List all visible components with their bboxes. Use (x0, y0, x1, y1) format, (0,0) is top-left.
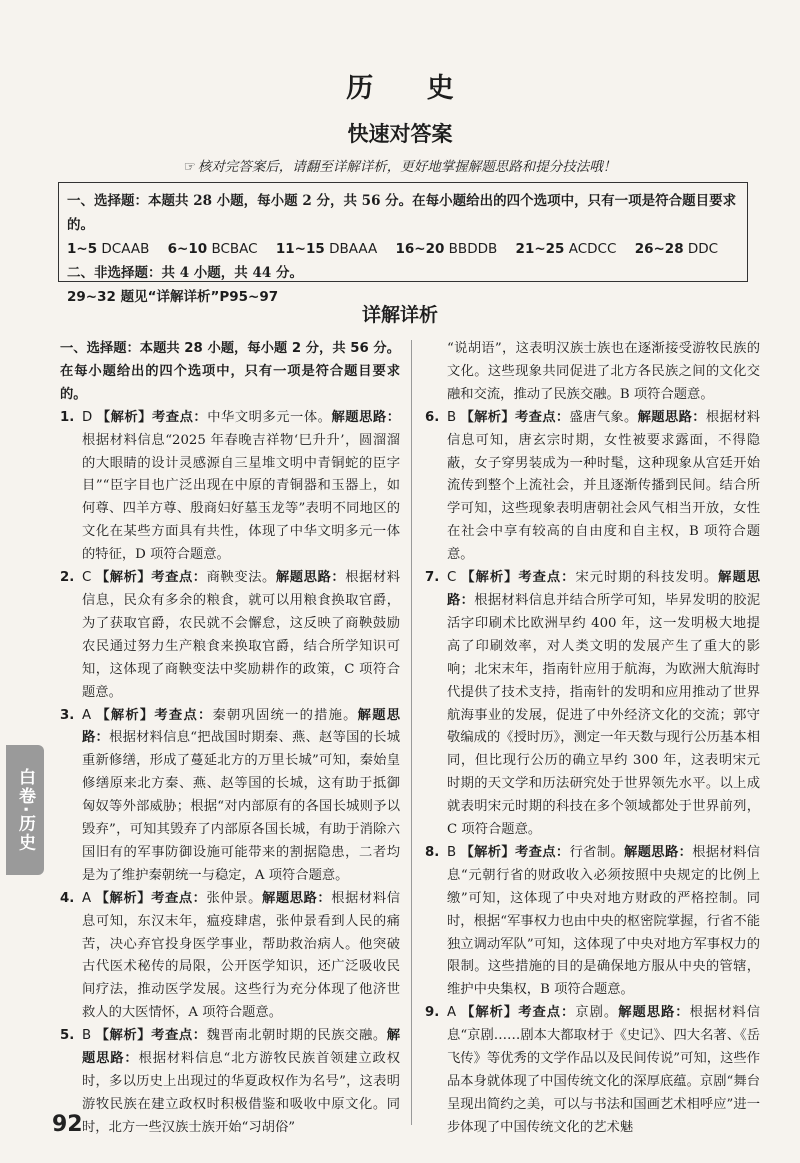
answer-key: 26~28 DDC (634, 241, 719, 257)
answer-letter: B (447, 844, 457, 860)
answer-letter: B (82, 1028, 92, 1044)
page-subtitle: 快速对答案 (347, 121, 453, 146)
right-column (425, 338, 760, 1140)
answer-letter: D (82, 409, 93, 425)
page-title: 历 史 (346, 73, 476, 104)
answer-line-1: 一、选择题：本题共 28 小题，每小题 2 分，共 56 分。在每小题给出的四个选项中，只有一项是符合题目要求的。 (67, 193, 737, 233)
answer-letter: A (82, 707, 92, 723)
explanation-item: 5. B 【解析】考查点：魏晋南北朝时期的民族交融。解题思路：根据材料信息“北方游牧民族首领建立政权时，多以历史上出现过的华夏政权作为名号”，这表明游牧民族在建立政权时积极借鉴和吸收中原文化。同时，北方一些汉族士族开始“习胡俗” (60, 1025, 400, 1140)
explanation-item: 2. C 【解析】考查点：商鞅变法。解题思路：根据材料信息，民众有多余的粮食，就可以用粮食换取官爵，为了获取官爵，农民就不会懈怠，这反映了商鞅鼓励农民通过努力生产粮食来换取官爵，结合所学知识可知，这体现了商鞅变法中奖励耕作的政策，C 项符合题意。 (60, 567, 400, 704)
side-tab-label: 白卷·历史 (6, 745, 44, 875)
answer-line-4: 29~32 题见“详解详析”P95~97 (67, 289, 279, 305)
answer-key: 1~5 DCAAB (67, 241, 150, 257)
explanation-item: 3. A 【解析】考查点：秦朝巩固统一的措施。解题思路：根据材料信息“把战国时期秦、燕、赵等国的长城重新修缮，形成了蔓延北方的万里长城”可知，秦始皇修缮原来北方秦、燕、赵等国的长城，这有助于抵御匈奴等外部威胁；根据“对内部原有的各国长城则予以毁弃”，可知其毁弃了内部原各国长城，有助于消除六国旧有的军事防御设施可能带来的割据隐患，二者均是为了维护秦朝统一与稳定，A 项符合题意。 (60, 705, 400, 888)
explanation-item: 1. D 【解析】考查点：中华文明多元一体。解题思路：根据材料信息“2025 年春晚吉祥物‘巳升升’，圆溜溜的大眼睛的设计灵感源自三星堆文明中青铜蛇的臣字目”“臣字目也广泛出现在中原的青铜器和玉器上，如何尊、四羊方尊、殷商妇好墓玉龙等”表明不同地区的文化在某些方面具有共性，体现了中华文明多元一体的特征，D 项符合题意。 (60, 407, 400, 567)
answer-key: 21~25 ACDCC (515, 241, 617, 257)
item-number: 3. (60, 707, 75, 723)
item-number: 6. (425, 409, 440, 425)
tip-text: 核对完答案后，请翻至详解详析，更好地掌握解题思路和提分技法哦！ (197, 159, 617, 175)
section-title: 详解详析 (361, 304, 438, 326)
answer-letter: A (82, 890, 92, 906)
item-number: 7. (425, 570, 440, 586)
answer-letter: A (447, 1005, 457, 1021)
answer-key: 11~15 DBAAA (275, 241, 378, 257)
explanation-item: 9. A 【解析】考查点：京剧。解题思路：根据材料信息“京剧……剧本大都取材于《史记》、四大名著、《岳飞传》等优秀的文学作品以及民间传说”可知，这些作品本身就体现了中国传统文化的深厚底蕴。京剧“舞台呈现出简约之美，可以与书法和国画艺术相呼应”进一步体现了中国传统文化的艺术魅 (425, 1002, 760, 1139)
item-number: 1. (60, 409, 75, 425)
page-number: 92 (52, 1112, 83, 1137)
answer-keys (67, 237, 739, 261)
answer-key: 6~10 BCBAC (167, 241, 258, 257)
item-number: 4. (60, 890, 75, 906)
answer-letter: B (447, 409, 457, 425)
item-number: 5. (60, 1028, 75, 1044)
left-column (60, 338, 400, 1140)
question-type-heading: 一、选择题：本题共 28 小题，每小题 2 分，共 56 分。在每小题给出的四个选项中，只有一项是符合题目要求的。 (60, 341, 400, 402)
explanation-item: 4. A 【解析】考查点：张仲景。解题思路：根据材料信息可知，东汉末年，瘟疫肆虐，张仲景看到人民的痛苦，决心弃官投身医学事业，帮助救治病人。他突破古代医术秘传的局限，公开医学知识，还广泛吸收民间疗法，推动医学发展。这些行为充分体现了他济世救人的大医情怀，A 项符合题意。 (60, 888, 400, 1025)
answer-box (58, 182, 748, 305)
item-number: 9. (425, 1005, 440, 1021)
explanation-item: 8. B 【解析】考查点：行省制。解题思路：根据材料信息“元朝行省的财政收入必须按照中央规定的比例上缴”可知，这体现了中央对地方财政的严格控制。同时，根据“军事权力也由中央的枢密院掌握，行省不能独立调动军队”可知，这体现了中央对地方军事权力的限制。这些措施的目的是确保地方服从中央的管辖，维护中央集权，B 项符合题意。 (425, 842, 760, 1002)
answer-letter: C (82, 570, 92, 586)
answer-line-3: 二、非选择题：共 4 小题，共 44 分。 (67, 265, 303, 281)
pointing-hand-icon: ☞ (183, 159, 196, 175)
item-number: 2. (60, 570, 75, 586)
answer-letter: C (447, 570, 457, 586)
explanation-item: 6. B 【解析】考查点：盛唐气象。解题思路：根据材料信息可知，唐玄宗时期，女性被要求露面，不得隐蔽，女子穿男装成为一种时髦，这种现象从宫廷开始流传到整个上流社会，并且逐渐传播到民间。结合所学可知，这些现象表明唐朝社会风气相当开放，女性在社会中享有较高的自由度和自主权，B 项符合题意。 (425, 407, 760, 567)
explanation-item: 7. C 【解析】考查点：宋元时期的科技发明。解题思路：根据材料信息并结合所学可知，毕昇发明的胶泥活字印刷术比欧洲早约 400 年，这一发明极大地提高了印刷效率，对人类文明的发展产生了重大的影响；北宋末年，指南针应用于航海，为欧洲大航海时代提供了技术支持，指南针的发明和应用推动了世界航海事业的发展，促进了中外经济文化的交流；郭守敬编成的《授时历》，测定一年天数与现行公历基本相同，但比现行公历的确立早约 300 年，这表明宋元时期的天文学和历法研究处于世界领先水平。以上成就表明宋元时期的科技在多个领域都处于世界前列，C 项符合题意。 (425, 567, 760, 842)
continued-text: “说胡语”，这表明汉族士族也在逐渐接受游牧民族的文化。这些现象共同促进了北方各民族之间的文化交融和交流，推动了民族交融。B 项符合题意。 (447, 341, 760, 402)
column-divider (411, 340, 412, 1125)
item-number: 8. (425, 844, 440, 860)
tip-line (0, 155, 800, 175)
answer-key: 16~20 BBDDB (395, 241, 498, 257)
